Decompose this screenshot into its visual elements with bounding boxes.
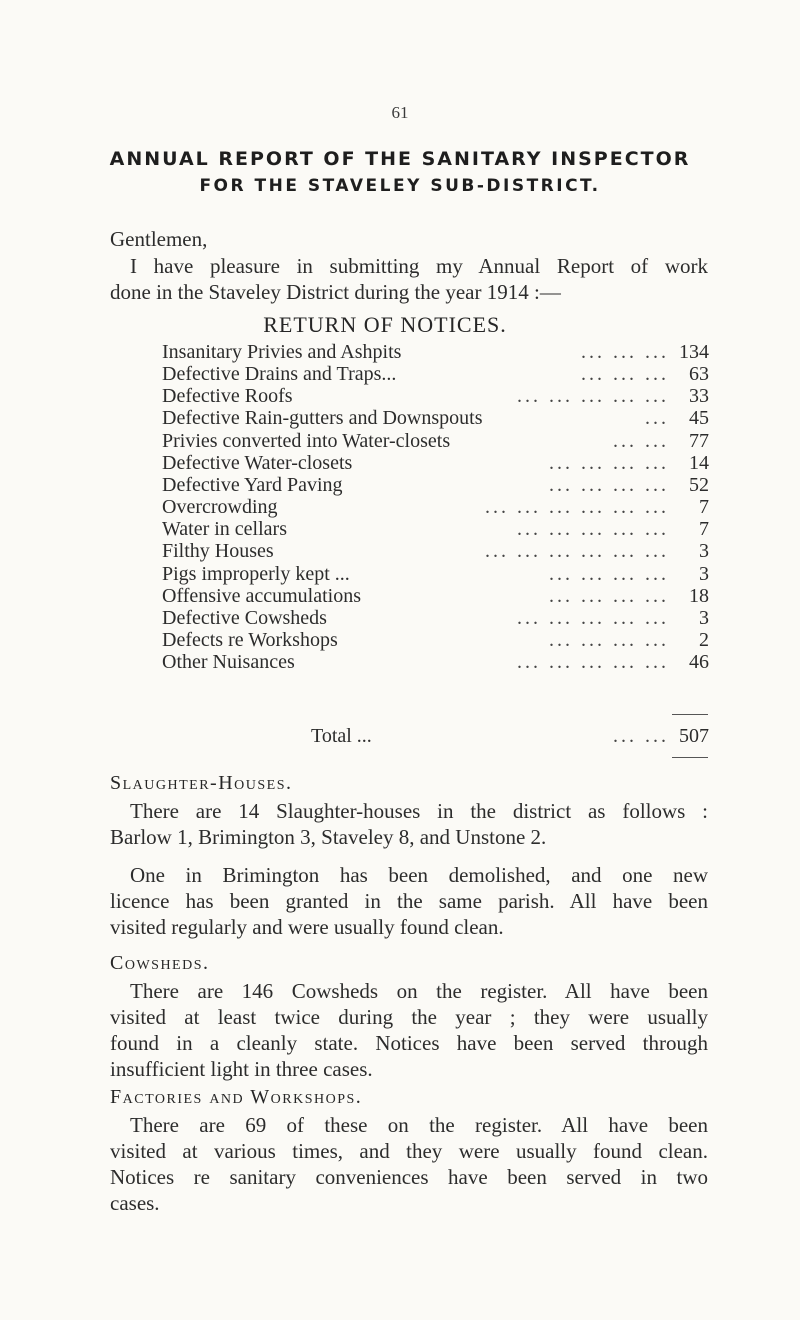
paragraph-line: There are 146 Cowsheds on the register. All have been: [130, 979, 708, 1003]
notice-label: Defective Water-closets: [162, 452, 353, 474]
notice-row: [162, 649, 709, 675]
page-number: 61: [391, 103, 409, 122]
notice-leader-dots: ... ... ... ...: [549, 629, 669, 651]
notice-count: 18: [689, 585, 709, 607]
paragraph-line: insufficient light in three cases.: [110, 1057, 373, 1081]
notice-leader-dots: ... ... ... ... ...: [517, 385, 669, 407]
notice-label: Defective Roofs: [162, 385, 293, 407]
notice-label: Filthy Houses: [162, 540, 274, 562]
notice-leader-dots: ... ...: [613, 430, 669, 452]
notice-count: 63: [689, 363, 709, 385]
notice-leader-dots: ... ... ... ... ... ...: [485, 540, 669, 562]
intro-line-1: I have pleasure in submitting my Annual Report of work: [130, 254, 708, 278]
paragraph-line: found in a cleanly state. Notices have been served through: [110, 1031, 708, 1055]
paragraph-line: visited at least twice during the year ; they were usually: [110, 1005, 708, 1029]
notice-leader-dots: ... ... ...: [581, 363, 669, 385]
notice-leader-dots: ... ... ... ...: [549, 474, 669, 496]
notice-count: 134: [679, 341, 709, 363]
notice-label: Defective Rain-gutters and Downspouts: [162, 407, 483, 429]
notice-leader-dots: ...: [645, 407, 669, 429]
notice-label: Water in cellars: [162, 518, 287, 540]
notice-leader-dots: ... ... ... ...: [549, 585, 669, 607]
paragraph-line: Notices re sanitary conveniences have been served in two: [110, 1165, 708, 1189]
report-title-line-2: FOR THE STAVELEY SUB-DISTRICT.: [199, 176, 601, 196]
notice-leader-dots: ... ... ...: [581, 341, 669, 363]
total-dots: ... ...: [613, 725, 669, 747]
notice-count: 3: [699, 563, 709, 585]
paragraph-line: visited regularly and were usually found clean.: [110, 915, 504, 939]
total-rule-bottom: [672, 757, 708, 758]
paragraph-factories-workshops: [110, 1112, 708, 1216]
notice-leader-dots: ... ... ... ... ...: [517, 518, 669, 540]
paragraph-line: There are 14 Slaughter-houses in the district as follows :: [130, 799, 708, 823]
notice-label: Other Nuisances: [162, 651, 295, 673]
notice-label: Defective Yard Paving: [162, 474, 343, 496]
salutation: Gentlemen,: [110, 227, 208, 251]
notice-count: 33: [689, 385, 709, 407]
paragraph-line: licence has been granted in the same parish. All have been: [110, 889, 708, 913]
notice-label: Defective Drains and Traps...: [162, 363, 397, 385]
paragraph-line: There are 69 of these on the register. All have been: [130, 1113, 708, 1137]
report-title-line-1: ANNUAL REPORT OF THE SANITARY INSPECTOR: [109, 148, 691, 170]
paragraph-slaughter-houses-1: [110, 798, 708, 850]
notice-leader-dots: ... ... ... ...: [549, 563, 669, 585]
total-label: Total ...: [311, 725, 372, 747]
paragraph-line: Barlow 1, Brimington 3, Staveley 8, and Unstone 2.: [110, 825, 547, 849]
section-heading-cowsheds: Cowsheds.: [110, 952, 210, 974]
notice-count: 77: [689, 430, 709, 452]
notice-label: Defective Cowsheds: [162, 607, 327, 629]
section-heading-slaughter-houses: Slaughter-Houses.: [110, 772, 293, 794]
notice-label: Defects re Workshops: [162, 629, 338, 651]
notice-label: Insanitary Privies and Ashpits: [162, 341, 402, 363]
notice-label: Overcrowding: [162, 496, 278, 518]
paragraph-line: visited at various times, and they were usually found clean.: [110, 1139, 708, 1163]
notice-count: 3: [699, 540, 709, 562]
paragraph-slaughter-houses-2: [110, 862, 708, 940]
notice-count: 14: [689, 452, 709, 474]
notice-count: 3: [699, 607, 709, 629]
notice-label: Pigs improperly kept ...: [162, 563, 350, 585]
notice-count: 45: [689, 407, 709, 429]
notice-leader-dots: ... ... ... ... ... ...: [485, 496, 669, 518]
notice-label: Offensive accumulations: [162, 585, 362, 607]
intro-line-2: done in the Staveley District during the year 1914 :—: [110, 280, 561, 304]
notice-count: 7: [699, 496, 709, 518]
notice-leader-dots: ... ... ... ... ...: [517, 607, 669, 629]
notices-heading: RETURN OF NOTICES.: [263, 312, 507, 337]
notice-leader-dots: ... ... ... ... ...: [517, 651, 669, 673]
notice-count: 52: [689, 474, 709, 496]
notice-label: Privies converted into Water-closets: [162, 430, 451, 452]
notice-count: 46: [689, 651, 709, 673]
total-rule-top: [672, 714, 708, 715]
notice-row-total: [162, 723, 709, 749]
section-heading-factories-workshops: Factories and Workshops.: [110, 1086, 363, 1108]
paragraph-cowsheds: [110, 978, 708, 1082]
paragraph-line: One in Brimington has been demolished, and one new: [130, 863, 708, 887]
notice-leader-dots: ... ... ... ...: [549, 452, 669, 474]
notice-count: 7: [699, 518, 709, 540]
paragraph-line: cases.: [110, 1191, 160, 1215]
notice-count: 2: [699, 629, 709, 651]
total-value: 507: [679, 725, 709, 747]
